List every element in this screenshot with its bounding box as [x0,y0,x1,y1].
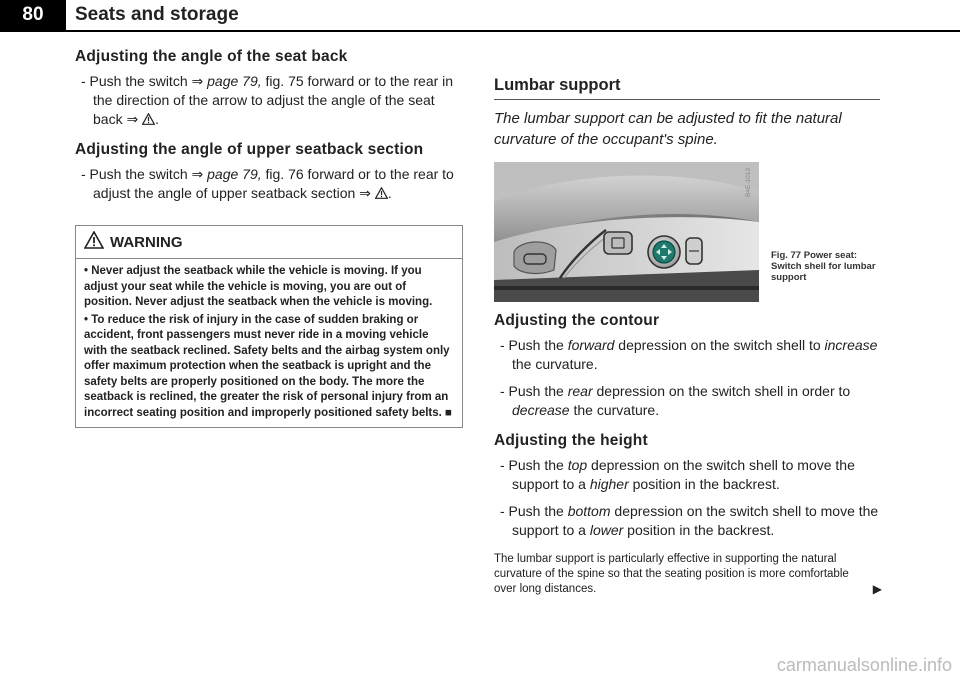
instruction-contour-increase [494,336,882,374]
running-head: Seats and storage [75,4,239,25]
instruction-text: position in the backrest. [628,476,780,492]
warning-body [76,259,462,427]
lumbar-note [494,552,882,597]
instruction-text: - Push the [500,337,568,353]
instruction-height-lower [494,502,882,540]
figure-77 [494,162,882,304]
instruction-text: depression on the switch shell to move the support to a [512,503,879,538]
instruction-text: depression on the switch shell to [614,337,825,353]
seat-switch-illustration [494,162,759,302]
section-title-adjust-contour: Adjusting the contour [494,312,660,329]
emphasis-text: decrease [512,402,570,418]
warning-triangle-icon [84,231,104,254]
instruction-text: depression on the switch shell in order to [592,383,851,399]
warning-bullet: • Never adjust the seatback while the vehicle is moving. If you adjust your seat while the vehicle is moving, you are out of position. Never adjust the seatback when the vehicle is moving. [84,265,433,308]
instruction-text: - Push the [500,383,568,399]
left-column [75,48,463,428]
instruction-text: depression on the switch shell to move the support to a [512,457,855,492]
emphasis-text: bottom [567,503,611,519]
instruction-text: . [155,111,159,127]
figure-code: B4E-1013 [745,168,752,197]
right-column [494,76,882,597]
continue-arrow-icon: ▶ [872,582,882,596]
section-title-upper-seatback-angle: Adjusting the angle of upper seatback section [75,141,424,158]
header-rule [0,30,960,32]
emphasis-text: rear [567,383,593,399]
section-title-lumbar-support: Lumbar support [494,76,621,94]
page-number: 80 [0,0,66,30]
emphasis-text: increase [824,337,878,353]
instruction-text: the curvature. [569,402,660,418]
instruction-text: - Push the [500,503,568,519]
instruction-text: - Push the switch [81,166,192,182]
instruction-upper-seatback-angle [75,165,463,203]
lumbar-intro: The lumbar support can be adjusted to fit the natural curvature of the occupant's spine. [494,110,842,148]
section-title-adjust-height: Adjusting the height [494,432,648,449]
emphasis-text: lower [589,522,624,538]
warning-bullet: • To reduce the risk of injury in the case of sudden braking or accident, front passengers must never ride in a moving vehicle with the seatback reclined. Safety belts and the airbag system only offer maximum protection when the seatback is upright and the safety belts are properly positioned on the body. The more the seatback is reclined, the greater the risk of personal injury from an incorrect seating position and improperly positioned safety belts. ■ [84,313,452,419]
instruction-text: . [387,185,392,201]
instruction-text: fig. 76 forward or to the rear to adjust the angle of upper seatback section ⇒ [93,166,454,201]
warning-box [75,225,463,428]
instruction-text: - Push the [500,457,568,473]
emphasis-text: top [567,457,588,473]
warning-header [76,226,462,259]
warning-triangle-icon [375,185,388,201]
warning-triangle-icon [142,111,155,127]
instruction-text: fig. 75 forward or to the rear in the direction of the arrow to adjust the angle of the seat back ⇒ [93,73,454,127]
instruction-text: - Push the switch [81,73,192,89]
watermark: carmanualsonline.info [776,655,952,675]
emphasis-text: forward [567,337,615,353]
instruction-contour-decrease [494,382,882,420]
page-link[interactable]: ⇒ page 79, [191,73,262,89]
note-text: The lumbar support is particularly effective in supporting the natural curvature of the spine so that the seating position is more comfortable over long distances. [494,553,849,595]
instruction-height-higher [494,456,882,494]
section-rule [494,99,880,100]
emphasis-text: higher [589,476,629,492]
warning-title: WARNING [110,233,183,251]
instruction-text: position in the backrest. [623,522,775,538]
instruction-text: the curvature. [512,356,598,372]
figure-caption: Fig. 77 Power seat: Switch shell for lumbar support [771,250,876,283]
instruction-seat-back-angle [75,72,463,129]
page-link[interactable]: ⇒ page 79, [191,166,262,182]
section-title-seat-back-angle: Adjusting the angle of the seat back [75,48,348,65]
